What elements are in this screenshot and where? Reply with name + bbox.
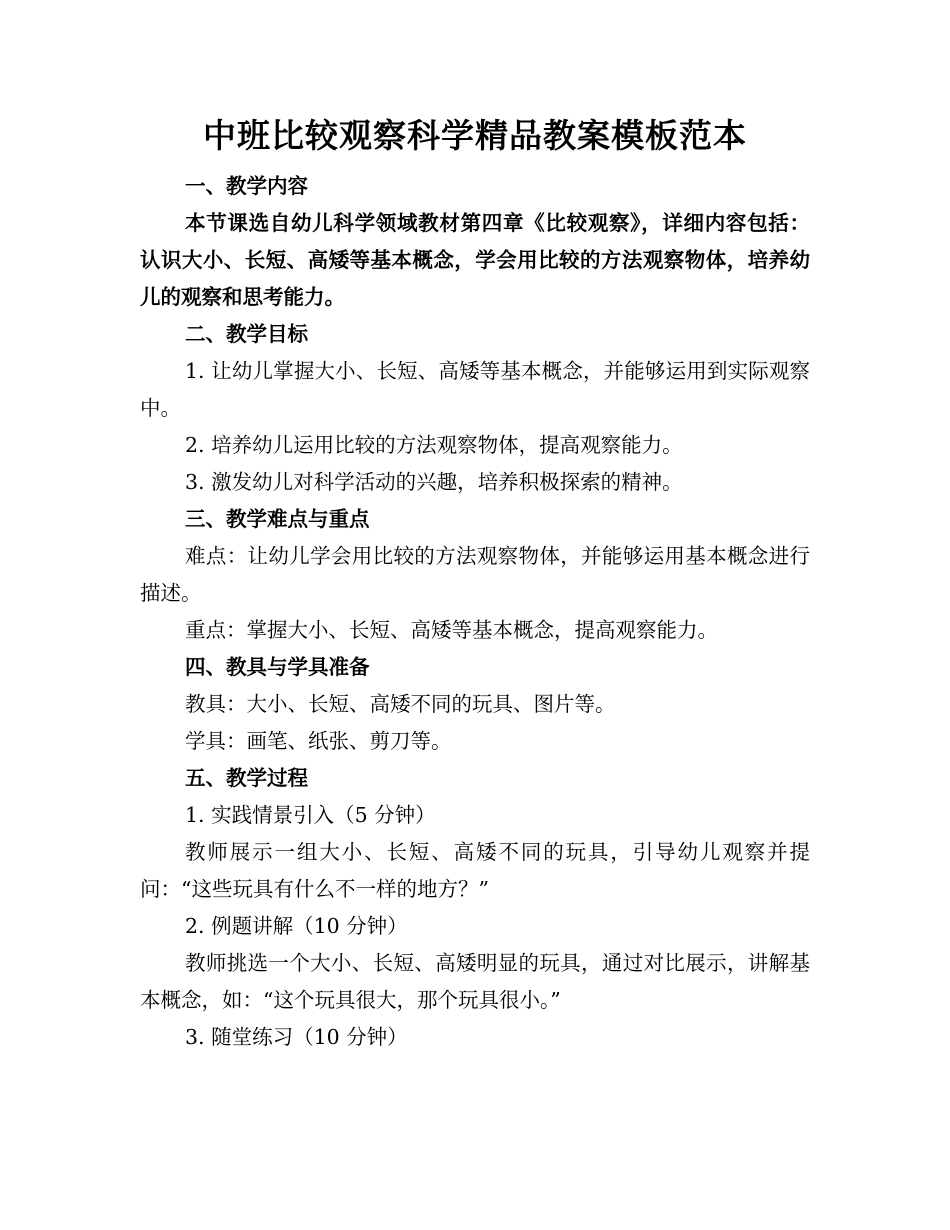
process-step-1-body: 教师展示一组大小、长短、高矮不同的玩具，引导幼儿观察并提问：“这些玩具有什么不一样的地方？” <box>140 840 810 901</box>
section-heading-objectives: 二、教学目标 <box>185 322 308 346</box>
section-heading-key-points: 三、教学难点与重点 <box>185 507 370 531</box>
student-materials-paragraph: 学具：画笔、纸张、剪刀等。 <box>185 729 452 753</box>
objective-item-3: 3. 激发幼儿对科学活动的兴趣，培养积极探索的精神。 <box>185 470 683 494</box>
section-heading-content: 一、教学内容 <box>185 174 308 198</box>
content-paragraph: 本节课选自幼儿科学领域教材第四章《比较观察》，详细内容包括：认识大小、长短、高矮等基本概念，学会用比较的方法观察物体，培养幼儿的观察和思考能力。 <box>140 211 810 309</box>
teacher-materials-paragraph: 教具：大小、长短、高矮不同的玩具、图片等。 <box>185 692 616 716</box>
difficulty-paragraph: 难点：让幼儿学会用比较的方法观察物体，并能够运用基本概念进行描述。 <box>140 544 810 605</box>
section-heading-process: 五、教学过程 <box>185 766 308 790</box>
process-step-3-title: 3. 随堂练习（10 分钟） <box>185 1025 408 1049</box>
objective-item-2: 2. 培养幼儿运用比较的方法观察物体，提高观察能力。 <box>185 433 683 457</box>
document-content <box>140 108 810 1056</box>
process-step-2-title: 2. 例题讲解（10 分钟） <box>185 914 408 938</box>
process-step-1-title: 1. 实践情景引入（5 分钟） <box>185 803 436 827</box>
focus-paragraph: 重点：掌握大小、长短、高矮等基本概念，提高观察能力。 <box>185 618 718 642</box>
process-step-2-body: 教师挑选一个大小、长短、高矮明显的玩具，通过对比展示，讲解基本概念，如：“这个玩具很大，那个玩具很小。” <box>140 951 810 1012</box>
objective-item-1: 1. 让幼儿掌握大小、长短、高矮等基本概念，并能够运用到实际观察中。 <box>140 359 810 420</box>
section-heading-materials: 四、教具与学具准备 <box>185 655 370 679</box>
page-title: 中班比较观察科学精品教案模板范本 <box>203 116 747 155</box>
